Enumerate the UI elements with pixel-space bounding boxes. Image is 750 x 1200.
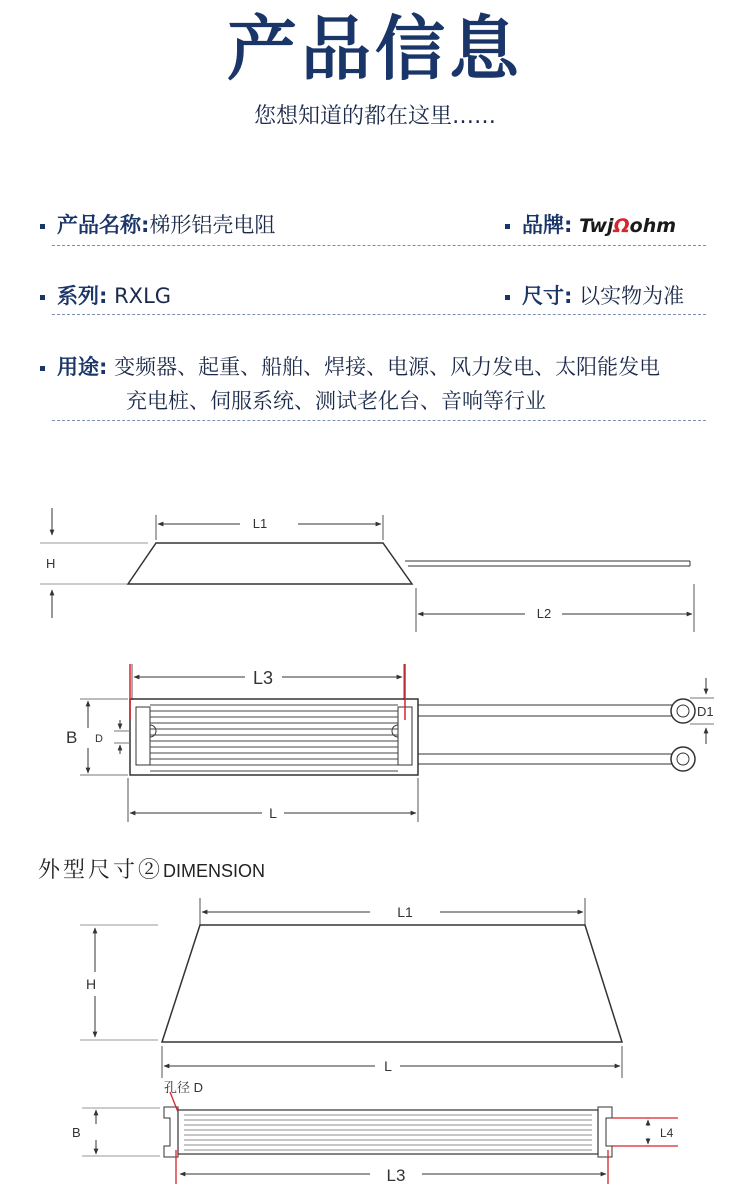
product-name-label: 产品名称:	[57, 213, 150, 237]
dim-label-l1: L1	[252, 516, 268, 531]
series-label: 系列:	[57, 284, 108, 308]
dim-label-l4: L4	[660, 1126, 674, 1140]
size-value: 以实物为准	[579, 284, 685, 308]
usage-line-2: 充电桩、伺服系统、测试老化台、音响等行业	[126, 389, 546, 413]
usage-label: 用途:	[57, 355, 108, 379]
dim-label-l3: L3	[252, 668, 274, 688]
side-view-diagram-2	[80, 898, 622, 1078]
dim-label-l1-b: L1	[397, 904, 413, 920]
dim-label-l2: L2	[536, 606, 552, 621]
dim-label-hole: 孔径 D	[164, 1080, 204, 1095]
dim-label-h-b: H	[86, 976, 97, 992]
top-view-diagram-2	[82, 1107, 648, 1174]
top-view-diagram	[80, 664, 714, 822]
brand-label: 品牌:	[522, 213, 573, 237]
usage-line-1: 变频器、起重、船舶、焊接、电源、风力发电、太阳能发电	[114, 355, 661, 379]
dim-label-l-b: L	[384, 1058, 392, 1074]
brand-logo: TwjΩohm	[579, 215, 677, 237]
dimension-heading-en: DIMENSION	[163, 861, 266, 881]
series-value: RXLG	[114, 284, 172, 308]
dim-label-l3-b: L3	[386, 1166, 406, 1185]
dim-label-b: B	[66, 728, 78, 747]
dim-label-l: L	[269, 805, 277, 821]
dim-label-h: H	[46, 556, 56, 571]
dim-label-d: D	[95, 733, 103, 745]
dim-label-b-b: B	[72, 1125, 81, 1140]
dim-label-d1: D1	[697, 704, 714, 719]
product-name-value: 梯形铝壳电阻	[149, 213, 276, 237]
size-label: 尺寸:	[522, 284, 573, 308]
dimension-heading-cn: 外型尺寸②	[38, 858, 164, 883]
page-title: 产品信息	[227, 8, 523, 90]
side-view-diagram	[40, 508, 694, 632]
page-subtitle: 您想知道的都在这里……	[253, 104, 496, 129]
